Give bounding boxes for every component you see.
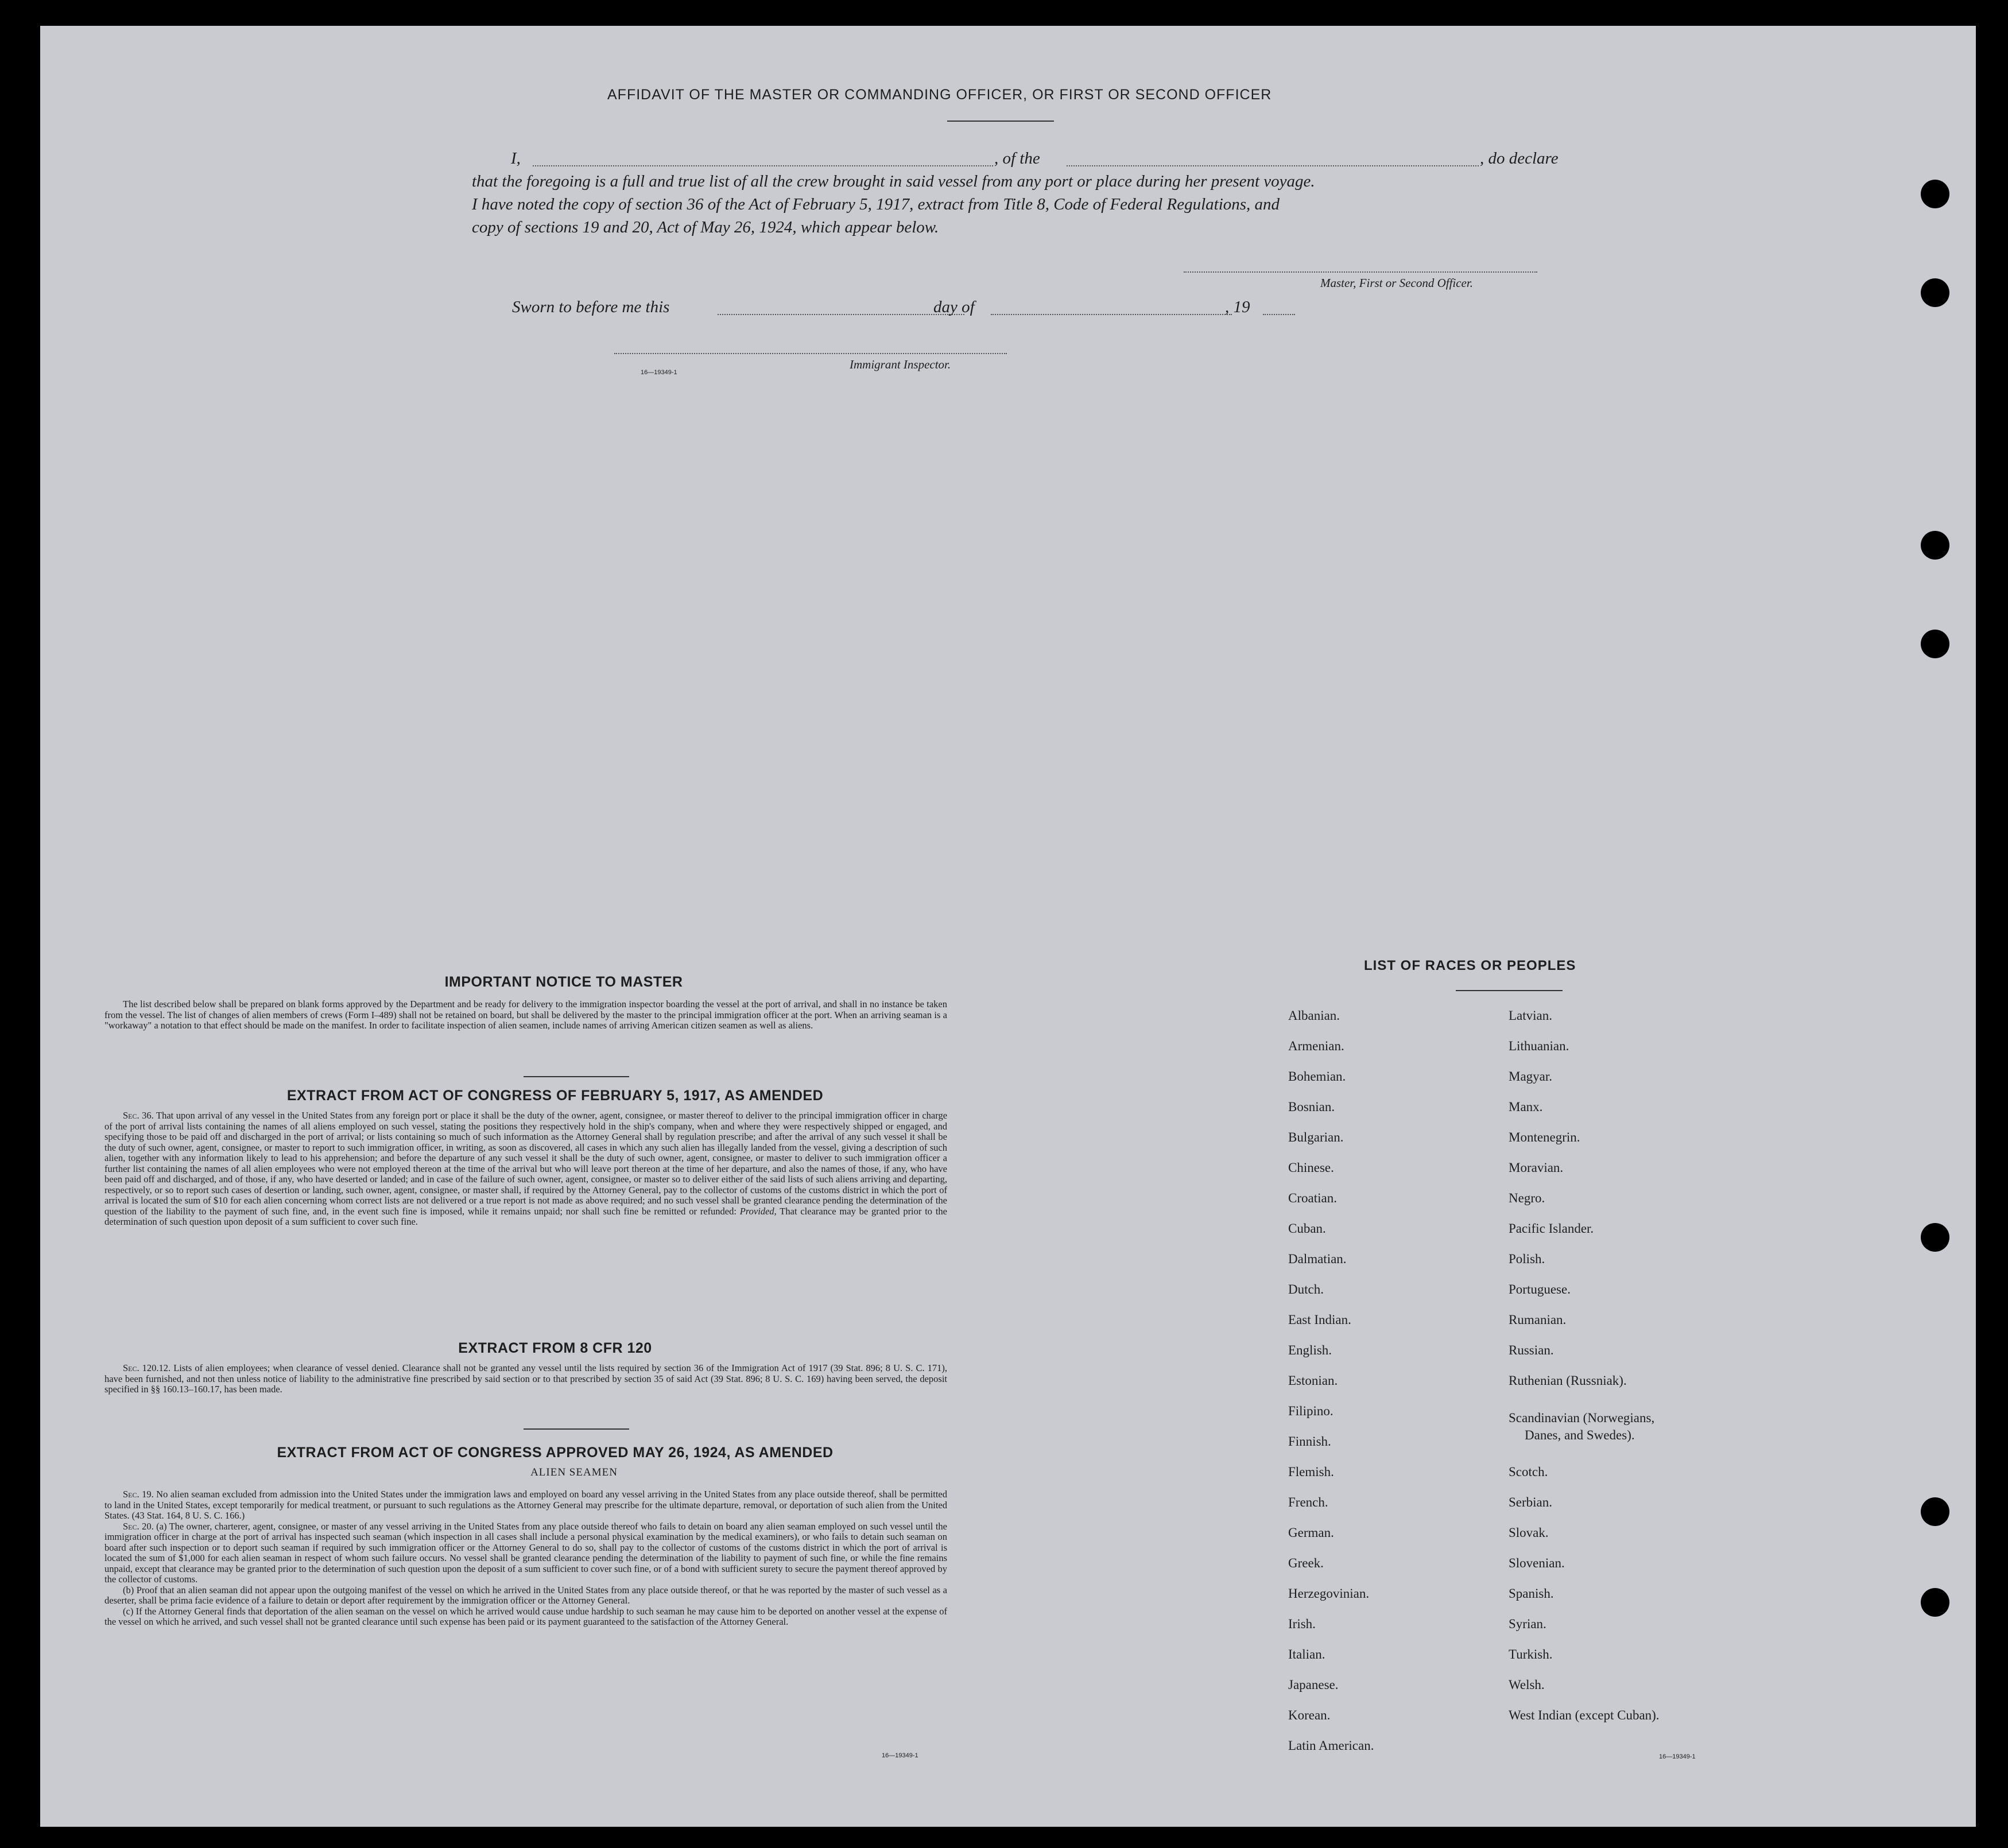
race-right-2: Lithuanian. [1509,1039,1569,1053]
race-left-16: Flemish. [1288,1465,1334,1479]
race-left-13: Estonian. [1288,1373,1338,1388]
race-right-5: Montenegrin. [1509,1130,1580,1144]
affidavit-i: I, [511,149,521,168]
punch-hole-4 [1921,630,1949,658]
sec-19-body: No alien seaman excluded from admission into the United States under the immigration laws and employed on board any vessel arriving in the United States from any place outside thereof, shall be permitted to land in the United States, except temporarily for medical treatment, or pursuant to such regulations as the Attorney General may prescribe for the ultimate departure, removal, or deportation of such alien from the United States. (43 Stat. 164, 8 U. S. C. 166.) [104,1489,947,1521]
extract-form-number: 16—19349-1 [882,1752,918,1759]
divider-1 [524,1076,629,1077]
race-right-1: Latvian. [1509,1008,1552,1023]
race-left-9: Dalmatian. [1288,1252,1347,1266]
race-right-23: West Indian (except Cuban). [1509,1708,1660,1722]
extract-1917-title: EXTRACT FROM ACT OF CONGRESS OF FEBRUARY 5, 1917, AS AMENDED [286,1088,824,1104]
sec-120-body: Lists of alien employees; when clearance of vessel denied. Clearance shall not be granted any vessel until the lists required by section 36 of the Immigration Act of 1917 (39 Stat. 896; 8 U. S. C. 171), have been furnished, and not then unless notice of liability to the administrative fine prescribed by said section or to that prescribed by section 35 of said Act (39 Stat. 896; 8 U. S. C. 169) having been served, the deposit specified in §§ 160.13–160.17, has been made. [104,1362,948,1395]
sworn-day-of: day of [933,298,975,316]
race-left-1: Albanian. [1288,1008,1340,1023]
races-title: LIST OF RACES OR PEOPLES [1364,958,1576,973]
race-right-8: Pacific Islander. [1509,1221,1594,1236]
race-left-17: French. [1288,1495,1328,1509]
race-right-14-cont: Danes, and Swedes). [1525,1428,1635,1442]
punch-hole-3 [1921,531,1949,560]
notice-body: The list described below shall be prepared on blank forms approved by the Department and be ready for delivery to the immigration inspector boarding the vessel at the port of arrival, and shall in no instance be taken from the vessel. The list of changes of alien members of crews (Form I–489) shall not be retained on board, but shall be delivered by the master to the principal immigration officer at the port. When an arriving seaman is a "workaway" a notation to that effect should be made on the manifest. In order to facilitate inspection of alien seamen, include names of arriving American citizen seamen as well as aliens. [104,999,947,1031]
master-signature-caption: Master, First or Second Officer. [1320,276,1473,290]
race-right-7: Negro. [1509,1191,1545,1205]
sec-20b-paragraph: (b) Proof that an alien seaman did not appear upon the outgoing manifest of the vessel on which he arrived in the United States from any place outside thereof, or that he was reported by the master of such vessel as a deserter, shall be prima facie evidence of a failure to detain or deport after requirement by the immigration officer or the Attorney General. [104,1584,947,1606]
affidavit-of-the: , of the [994,149,1040,168]
punch-hole-1 [1921,180,1949,208]
master-signature-line[interactable] [1184,271,1537,273]
race-left-12: English. [1288,1343,1332,1357]
declarant-name-blank[interactable] [533,165,993,166]
race-right-10: Portuguese. [1509,1282,1571,1296]
sworn-text: Sworn to before me this [512,298,670,316]
sworn-year-blank[interactable] [1263,314,1295,315]
affidavit-declare: , do declare [1480,149,1559,168]
affidavit-line-4: copy of sections 19 and 20, Act of May 26, 1924, which appear below. [472,218,939,236]
sec-36-tail: That clearance may be granted prior to the determination of such question upon deposit of a sum sufficient to cover such fine. [104,1205,948,1227]
race-right-15: Scotch. [1509,1465,1548,1479]
races-form-number: 16—19349-1 [1659,1753,1696,1760]
sec-20a-paragraph [104,1521,947,1585]
notice-text [104,999,947,1031]
punch-hole-5 [1921,1223,1949,1252]
inspector-caption: Immigrant Inspector. [850,358,951,371]
race-right-18: Slovenian. [1509,1556,1565,1570]
divider-2 [524,1428,629,1430]
race-right-4: Manx. [1509,1100,1543,1114]
form-sheet [40,26,1976,1827]
punch-hole-2 [1921,278,1949,307]
race-right-6: Moravian. [1509,1160,1564,1175]
sworn-year: , 19 [1225,298,1250,316]
title-divider [947,121,1054,122]
race-left-21: Irish. [1288,1617,1316,1631]
sec-36-body: That upon arrival of any vessel in the United States from any foreign port or place it shall be the duty of the owner, agent, consignee, or master thereof to deliver to the principal immigration officer in charge of the port of arrival lists containing the names of all aliens employed on such vessel, stating the positions they respectively hold in the ship's company, when and where they were respectively shipped or engaged, and specifying those to be paid off and discharged in the port of arrival; or lists containing so much of such information as the Attorney General shall by regulation prescribe; and after the arrival of any such vessel it shall be the duty of such owner, agent, consignee, or master to report to such immigration officer, in writing, as soon as discovered, all cases in which any such alien has illegally landed from the vessel, giving a description of such alien, together with any information likely to lead to his apprehension; and before the departure of any such vessel it shall be the duty of such owner, agent, consignee, or master to deliver to such immigration officer a further list containing the names of all alien employees who were not employed thereon at the time of the arrival but who will leave port thereon at the time of her departure, and also the names of those, if any, who have been paid off and discharged, and of those, if any, who have deserted or landed; and in case of the failure of such owner, agent, consignee, or master so to deliver either of the said lists of such aliens arriving and departing, respectively, or so to report such cases of desertion or landing, such owner, agent, consignee, or master shall, if required by the Attorney General, pay to the collector of customs of the customs district in which the port of arrival is located the sum of $10 for each alien concerning whom correct lists are not delivered or a true report is not made as above required; and no such vessel shall be granted clearance pending the determination of the question of the liability to the payment of such fine, and, in the event such fine is imposed, while it remains unpaid; nor shall such fine be remitted or refunded: [104,1110,948,1217]
race-right-17: Slovak. [1509,1525,1549,1540]
race-right-20: Syrian. [1509,1617,1546,1631]
provided-word: Provided, [739,1205,777,1217]
extract-1917-text [104,1111,947,1228]
inspector-signature-line[interactable] [614,353,1007,354]
race-left-22: Italian. [1288,1647,1325,1661]
punch-hole-7 [1921,1588,1949,1617]
race-left-4: Bosnian. [1288,1100,1335,1114]
sworn-month-blank[interactable] [991,314,1232,315]
race-left-5: Bulgarian. [1288,1130,1344,1144]
punch-hole-6 [1921,1497,1949,1526]
race-right-9: Polish. [1509,1252,1545,1266]
extract-cfr-text [104,1363,947,1395]
race-right-16: Serbian. [1509,1495,1553,1509]
race-left-3: Bohemian. [1288,1069,1346,1084]
race-left-24: Korean. [1288,1708,1331,1722]
race-right-11: Rumanian. [1509,1313,1567,1327]
race-right-22: Welsh. [1509,1678,1545,1692]
race-left-18: German. [1288,1525,1334,1540]
race-left-2: Armenian. [1288,1039,1344,1053]
race-right-14: Scandinavian (Norwegians, [1509,1411,1655,1425]
affidavit-line-3: I have noted the copy of section 36 of the Act of February 5, 1917, extract from Title 8, Code of Federal Regulations, and [472,195,1280,213]
race-left-8: Cuban. [1288,1221,1326,1236]
race-left-15: Finnish. [1288,1434,1331,1449]
race-left-6: Chinese. [1288,1160,1334,1175]
race-left-14: Filipino. [1288,1404,1334,1418]
race-left-23: Japanese. [1288,1678,1339,1692]
sec-20a-body: (a) The owner, charterer, agent, consignee, or master of any vessel arriving in the United States from any place outside thereof who fails to detain on board any alien seaman employed on such vessel until the immigration officer in charge at the port of arrival has inspected such seaman (which inspection in all cases shall include a personal physical examination by the medical examiners), or who fails to detain such seaman on board after such inspection or to deport such seaman if required by such immigration officer or the Attorney General to do so, shall pay to the collector of customs of the customs district in which the port of arrival is located the sum of $1,000 for each alien seaman in respect of whom such failure occurs. No vessel shall be granted clearance pending the determination of the liability to payment of such fine, or while the fine remains unpaid, except that clearance may be granted prior to the determination of such question upon the deposit of a sum sufficient to cover such fine, or of a bond with sufficient surety to secure the payment thereof approved by the collector of customs. [104,1520,947,1585]
affidavit-form-number: 16—19349-1 [641,369,677,376]
alien-seamen-subtitle: ALIEN SEAMEN [530,1466,618,1478]
race-left-7: Croatian. [1288,1191,1337,1205]
races-divider [1456,990,1563,991]
affidavit-line-2: that the foregoing is a full and true list of all the crew brought in said vessel from any port or place during her present voyage. [472,172,1315,191]
race-right-13: Ruthenian (Russniak). [1509,1373,1627,1388]
sec-120-label: Sec. 120.12. [123,1362,171,1373]
extract-1924-title: EXTRACT FROM ACT OF CONGRESS APPROVED MAY 26, 1924, AS AMENDED [277,1445,834,1461]
sec-19-label: Sec. 19. [123,1489,154,1500]
race-left-20: Herzegovinian. [1288,1586,1370,1601]
extract-1924-text [104,1489,947,1628]
sworn-day-blank[interactable] [718,314,964,315]
race-left-19: Greek. [1288,1556,1324,1570]
race-left-10: Dutch. [1288,1282,1324,1296]
sec-20-label: Sec. 20. [123,1520,154,1532]
sec-20c-paragraph: (c) If the Attorney General finds that deportation of the alien seaman on the vessel on which he arrived would cause undue hardship to such seaman he may cause him to be deported on another vessel at the expense of the vessel on which he arrived, and such vessel shall not be granted clearance until such expense has been paid or its payment guaranteed to the satisfaction of the Attorney General. [104,1605,947,1627]
sec-36-label: Sec. 36. [123,1110,154,1121]
vessel-name-blank[interactable] [1067,165,1479,166]
race-left-11: East Indian. [1288,1313,1351,1327]
race-left-25: Latin American. [1288,1738,1374,1753]
race-right-3: Magyar. [1509,1069,1553,1084]
extract-cfr-title: EXTRACT FROM 8 CFR 120 [458,1340,652,1356]
affidavit-title: AFFIDAVIT OF THE MASTER OR COMMANDING OFFICER, OR FIRST OR SECOND OFFICER [607,87,1272,103]
race-right-21: Turkish. [1509,1647,1553,1661]
sec-19-paragraph [104,1489,947,1521]
notice-title: IMPORTANT NOTICE TO MASTER [444,974,683,990]
race-right-19: Spanish. [1509,1586,1554,1601]
race-right-12: Russian. [1509,1343,1554,1357]
